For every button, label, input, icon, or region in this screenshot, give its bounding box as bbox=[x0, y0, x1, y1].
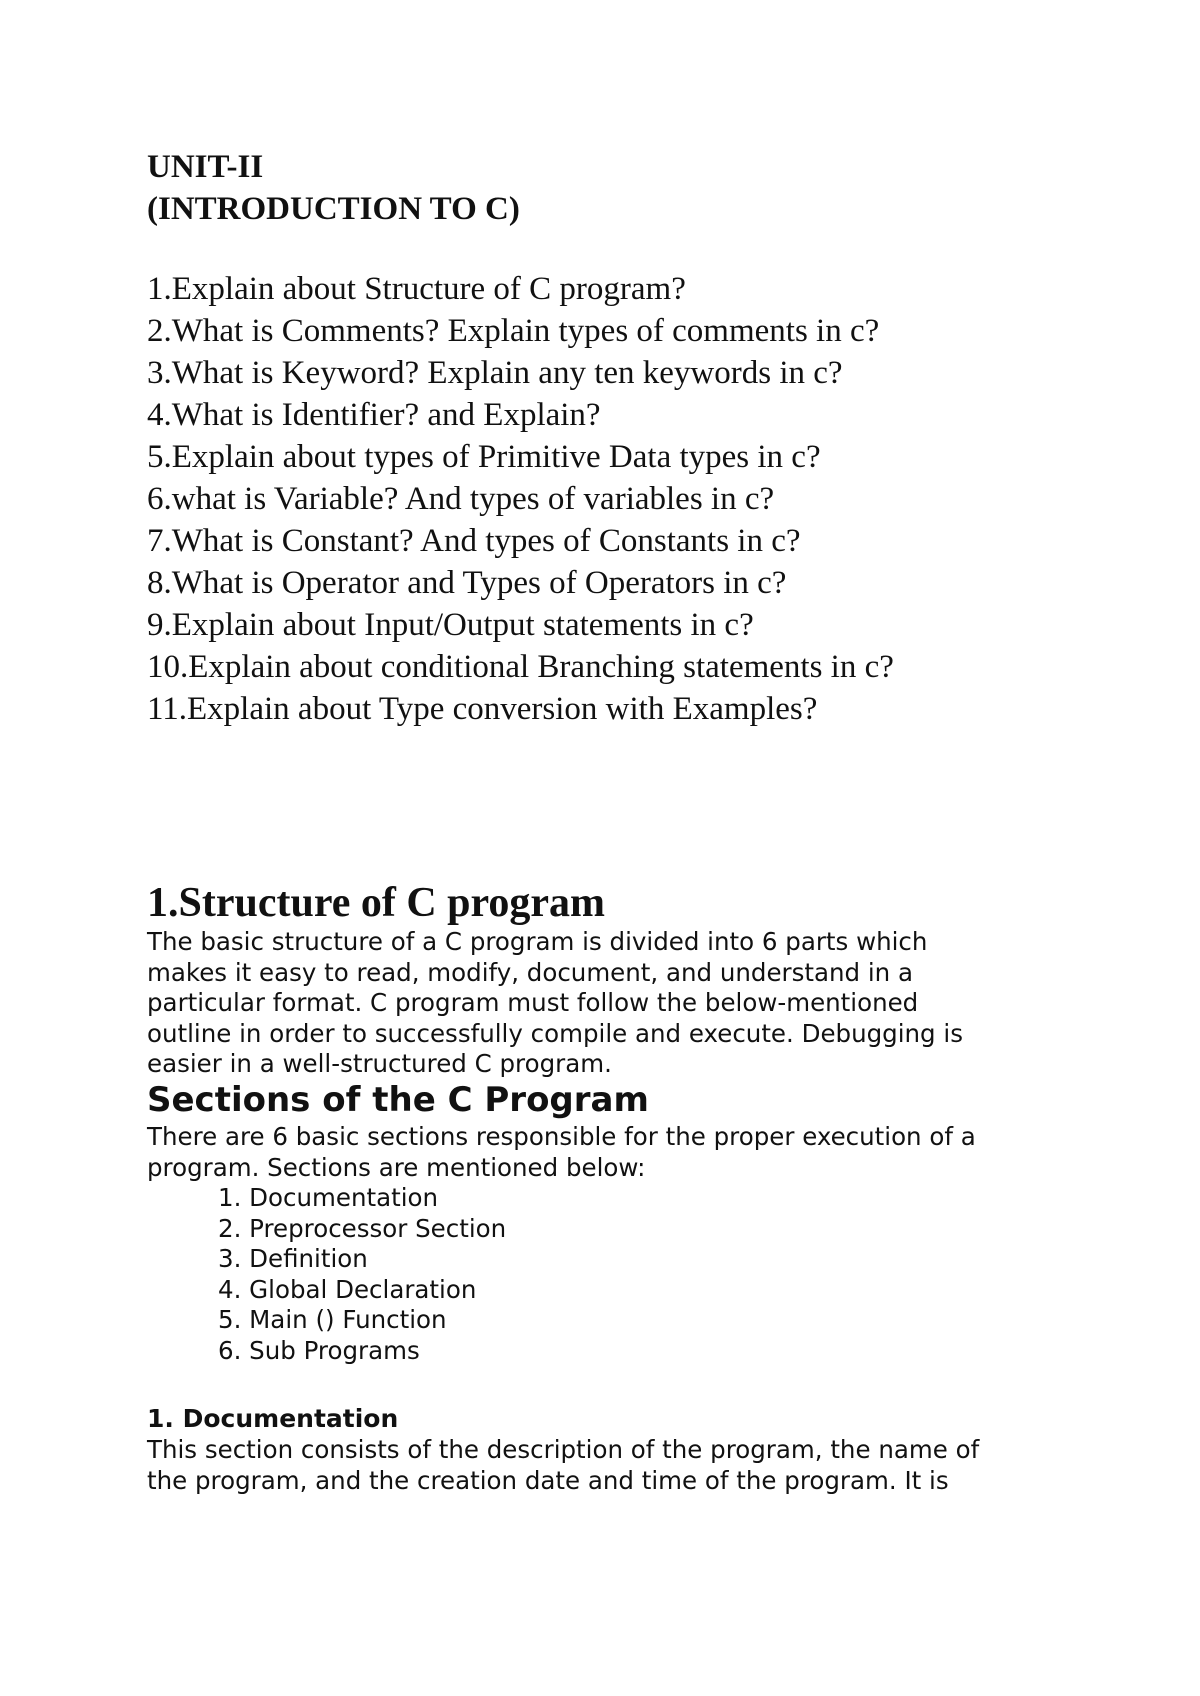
question-list bbox=[147, 268, 894, 730]
question-item: 5.Explain about types of Primitive Data types in c? bbox=[147, 439, 821, 475]
paragraph-line: particular format. C program must follow the below-mentioned bbox=[147, 988, 919, 1018]
list-item: 2. Preprocessor Section bbox=[218, 1213, 507, 1243]
unit-header bbox=[147, 146, 520, 230]
paragraph-line: easier in a well-structured C program. bbox=[147, 1049, 612, 1079]
unit-subtitle: (INTRODUCTION TO C) bbox=[147, 191, 520, 227]
paragraph-line: makes it easy to read, modify, document, and understand in a bbox=[147, 957, 913, 987]
paragraph-line: The basic structure of a C program is divided into 6 parts which bbox=[147, 927, 928, 956]
question-item: 3.What is Keyword? Explain any ten keywords in c? bbox=[147, 355, 843, 391]
list-item: 1. Documentation bbox=[218, 1183, 439, 1212]
paragraph-line: There are 6 basic sections responsible for the proper execution of a bbox=[147, 1122, 976, 1151]
list-item: 3. Definition bbox=[218, 1244, 368, 1274]
question-item: 8.What is Operator and Types of Operators in c? bbox=[147, 565, 787, 601]
paragraph-line: outline in order to successfully compile and execute. Debugging is bbox=[147, 1018, 963, 1048]
sections-intro-paragraph bbox=[147, 1122, 1087, 1183]
list-item: 6. Sub Programs bbox=[218, 1335, 420, 1365]
paragraph-line: This section consists of the description of the program, the name of bbox=[147, 1435, 980, 1464]
question-item: 9.Explain about Input/Output statements in c? bbox=[147, 607, 754, 643]
question-item: 2.What is Comments? Explain types of comments in c? bbox=[147, 313, 880, 349]
list-item: 5. Main () Function bbox=[218, 1305, 447, 1335]
question-item: 4.What is Identifier? and Explain? bbox=[147, 397, 601, 433]
question-item: 1.Explain about Structure of C program? bbox=[147, 271, 686, 307]
question-item: 11.Explain about Type conversion with Examples? bbox=[147, 691, 818, 727]
section-heading-structure: 1.Structure of C program bbox=[147, 880, 606, 926]
paragraph-line: program. Sections are mentioned below: bbox=[147, 1152, 646, 1182]
structure-intro-paragraph bbox=[147, 927, 1087, 1080]
sections-heading: Sections of the C Program bbox=[147, 1080, 649, 1120]
paragraph-line: the program, and the creation date and time of the program. It is bbox=[147, 1465, 949, 1495]
question-item: 6.what is Variable? And types of variables in c? bbox=[147, 481, 775, 517]
sections-list bbox=[218, 1183, 506, 1367]
documentation-paragraph bbox=[147, 1435, 1087, 1496]
unit-title: UNIT-II bbox=[147, 149, 264, 185]
question-item: 7.What is Constant? And types of Constants in c? bbox=[147, 523, 801, 559]
documentation-heading: 1. Documentation bbox=[147, 1404, 399, 1433]
list-item: 4. Global Declaration bbox=[218, 1274, 477, 1304]
question-item: 10.Explain about conditional Branching statements in c? bbox=[147, 649, 894, 685]
